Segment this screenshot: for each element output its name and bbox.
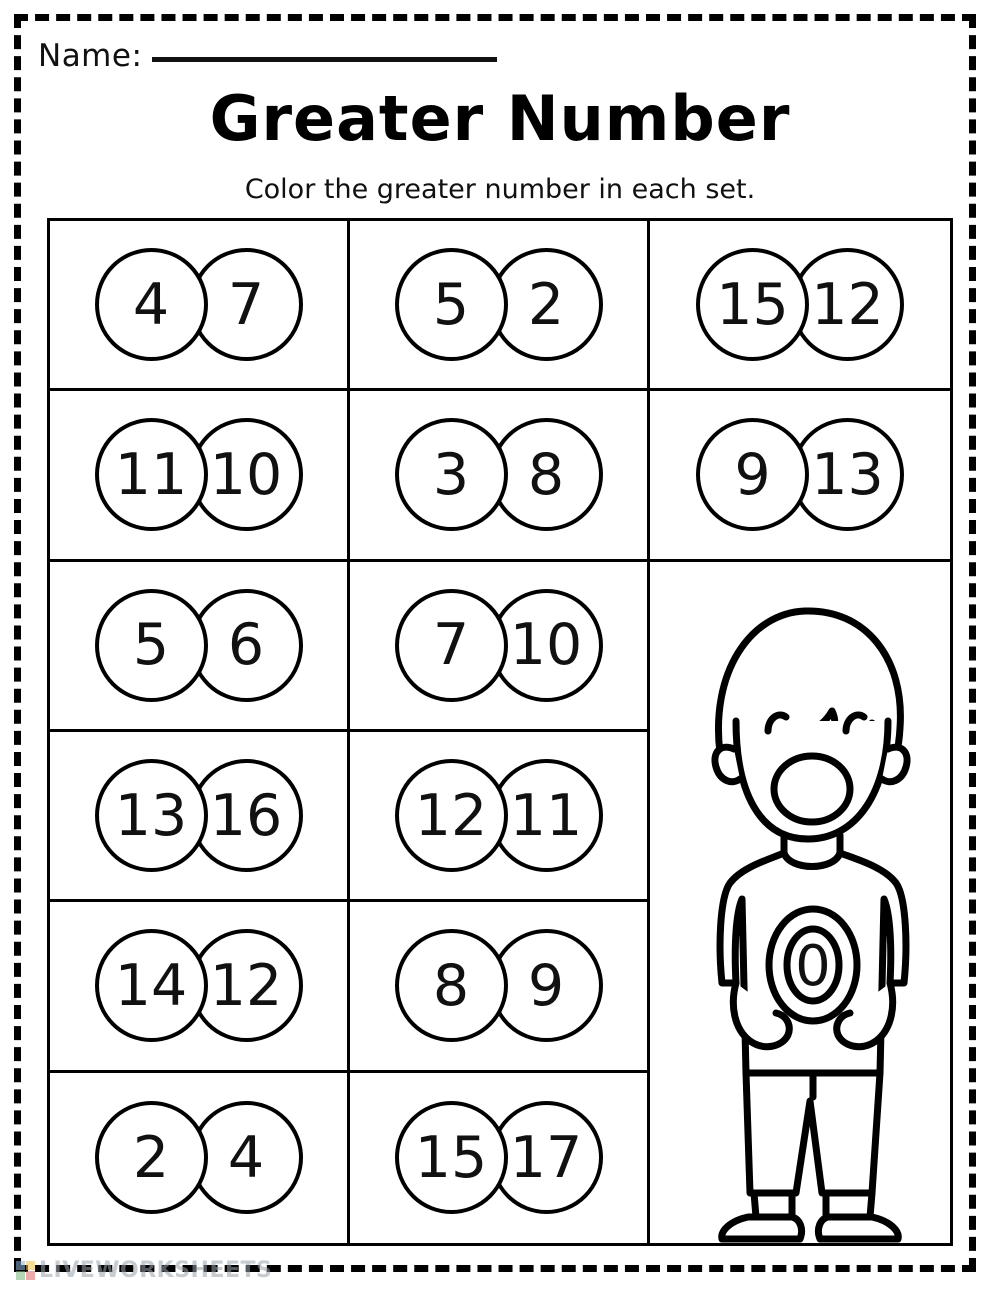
number-pair <box>395 589 603 702</box>
number-pair <box>395 1101 603 1214</box>
number-bubble[interactable]: 13 <box>95 759 208 872</box>
problem-cell <box>350 221 650 391</box>
problem-cell <box>650 391 950 561</box>
number-bubble[interactable]: 11 <box>490 759 603 872</box>
number-bubble[interactable]: 2 <box>490 248 603 361</box>
number-bubble[interactable]: 14 <box>95 929 208 1042</box>
number-bubble[interactable]: 10 <box>490 589 603 702</box>
number-bubble[interactable]: 7 <box>190 248 303 361</box>
number-bubble[interactable]: 3 <box>395 418 508 531</box>
number-bubble[interactable]: 8 <box>490 418 603 531</box>
number-pair <box>95 248 303 361</box>
number-pair <box>395 929 603 1042</box>
problem-cell <box>350 391 650 561</box>
problem-cell <box>50 902 350 1072</box>
number-pair <box>395 418 603 531</box>
problem-cell <box>50 1073 350 1243</box>
illustration-cell <box>650 562 950 1243</box>
number-pair <box>95 418 303 531</box>
number-bubble[interactable]: 8 <box>395 929 508 1042</box>
number-bubble[interactable]: 4 <box>95 248 208 361</box>
problem-cell <box>50 221 350 391</box>
logo-square <box>16 1261 25 1270</box>
number-bubble[interactable]: 16 <box>190 759 303 872</box>
instruction-text: Color the greater number in each set. <box>244 174 756 205</box>
number-bubble[interactable]: 11 <box>95 418 208 531</box>
number-bubble[interactable]: 15 <box>395 1101 508 1214</box>
name-write-line[interactable] <box>152 56 497 62</box>
problem-cell <box>650 221 950 391</box>
brand-name: LIVEWORKSHEETS <box>39 1258 273 1283</box>
number-bubble[interactable]: 6 <box>190 589 303 702</box>
logo-square <box>26 1261 35 1270</box>
problem-cell <box>350 902 650 1072</box>
problem-cell <box>50 562 350 732</box>
name-label: Name: <box>38 38 143 74</box>
number-bubble[interactable]: 5 <box>395 248 508 361</box>
logo-square <box>16 1271 25 1280</box>
boy-cartoon-icon <box>650 562 950 1243</box>
problem-cell <box>50 732 350 902</box>
logo-square <box>26 1271 35 1280</box>
name-field-row <box>38 38 598 88</box>
number-bubble[interactable]: 9 <box>490 929 603 1042</box>
problem-grid <box>47 218 953 1246</box>
shirt-letter: 0 <box>795 933 831 999</box>
number-pair <box>696 248 904 361</box>
number-bubble[interactable]: 15 <box>696 248 809 361</box>
brand-logo-icon <box>16 1261 35 1280</box>
number-bubble[interactable]: 7 <box>395 589 508 702</box>
number-bubble[interactable]: 4 <box>190 1101 303 1214</box>
number-pair <box>395 759 603 872</box>
problem-cell <box>50 391 350 561</box>
number-pair <box>95 759 303 872</box>
number-bubble[interactable]: 10 <box>190 418 303 531</box>
page-title: Greater Number <box>209 82 791 155</box>
number-bubble[interactable]: 5 <box>95 589 208 702</box>
number-pair <box>95 1101 303 1214</box>
problem-cell <box>350 1073 650 1243</box>
number-pair <box>95 589 303 702</box>
problem-cell <box>350 732 650 902</box>
number-bubble[interactable]: 12 <box>395 759 508 872</box>
number-pair <box>95 929 303 1042</box>
brand-footer[interactable] <box>16 1258 272 1283</box>
number-bubble[interactable]: 2 <box>95 1101 208 1214</box>
number-bubble[interactable]: 9 <box>696 418 809 531</box>
number-bubble[interactable]: 12 <box>190 929 303 1042</box>
number-bubble[interactable]: 12 <box>791 248 904 361</box>
number-pair <box>395 248 603 361</box>
number-pair <box>696 418 904 531</box>
number-bubble[interactable]: 17 <box>490 1101 603 1214</box>
problem-cell <box>350 562 650 732</box>
number-bubble[interactable]: 13 <box>791 418 904 531</box>
